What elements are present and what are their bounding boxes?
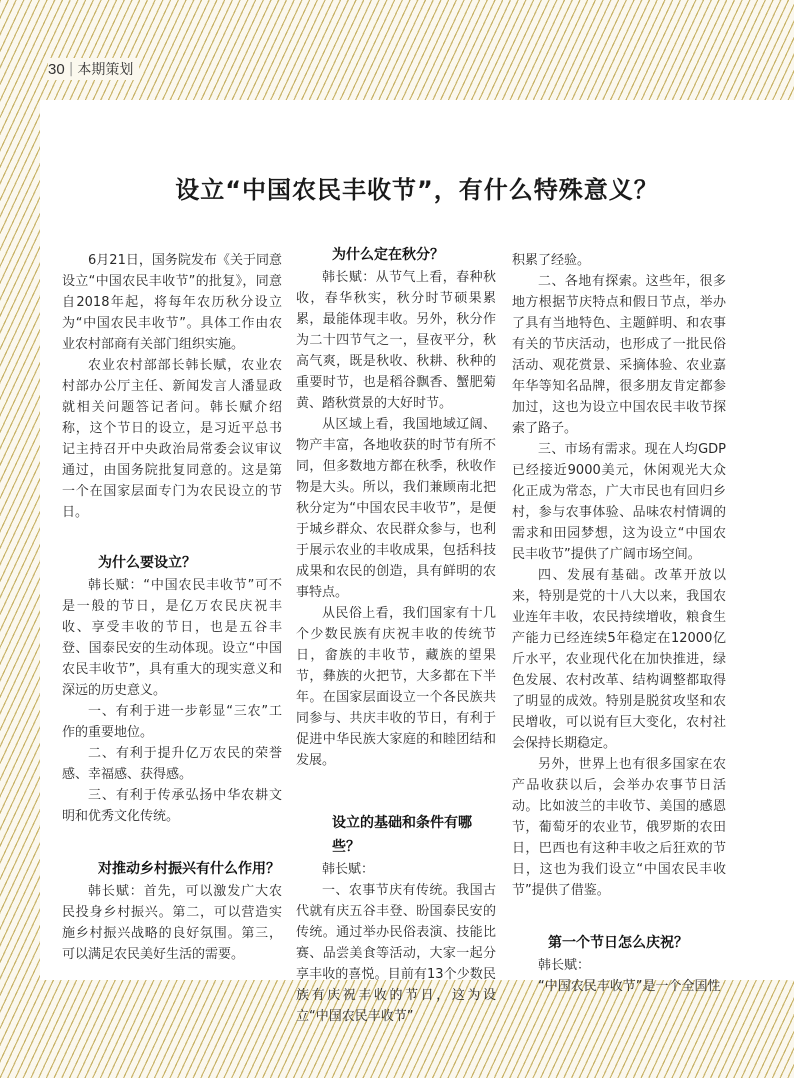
paragraph: 三、有利于传承弘扬中华农耕文明和优秀文化传统。 xyxy=(62,788,282,824)
header-separator: | xyxy=(68,61,74,77)
paragraph: 韩长赋： xyxy=(322,862,375,877)
article-title: 设立“中国农民丰收节”，有什么特殊意义？ xyxy=(175,176,659,204)
paragraph: 一、有利于进一步彰显“三农”工作的重要地位。 xyxy=(62,704,282,740)
paragraph: 韩长赋：“中国农民丰收节”可不是一般的节日，是亿万农民庆祝丰收、享受丰收的节日，也是五谷丰登、国泰民安的生动体现。设立“中国农民丰收节”，具有重大的现实意义和深远的历史意义。 xyxy=(62,578,282,698)
paragraph: 一、农事节庆有传统。我国古代就有庆五谷丰登、盼国泰民安的传统。通过举办民俗表演、技能比赛、品尝美食等活动，大家一起分享丰收的喜悦。目前有13个少数民族有庆祝丰收的节日，这为设立“中国农民丰收节” xyxy=(296,883,496,1024)
paragraph: “中国农民丰收节”是一个全国性 xyxy=(538,979,721,994)
section-heading: 设立的基础和条件有哪些？ xyxy=(332,815,472,855)
paragraph: 6月21日，国务院发布《关于同意设立“中国农民丰收节”的批复》，同意自2018年起，将每年农历秋分设立为“中国农民丰收节”。具体工作由农业农村部商有关部门组织实施。 xyxy=(62,253,282,352)
article-column-2 xyxy=(296,247,496,1027)
paragraph: 积累了经验。 xyxy=(512,253,591,268)
section-heading: 为什么要设立？ xyxy=(98,555,196,571)
section-label: 本期策划 xyxy=(77,62,134,78)
paragraph: 二、有利于提升亿万农民的荣誉感、幸福感、获得感。 xyxy=(62,746,282,782)
section-heading: 为什么定在秋分？ xyxy=(332,247,444,263)
paragraph: 三、市场有需求。现在人均GDP已经接近9000美元，休闲观光大众化正成为常态，广大市民也有回归乡村，参与农事体验、品味农村情调的需求和田园梦想，这为设立“中国农民丰收节”提供了广阔市场空间。 xyxy=(512,442,726,562)
paragraph: 韩长赋： xyxy=(538,958,591,973)
section-heading: 第一个节日怎么庆祝？ xyxy=(548,935,688,951)
paragraph: 从民俗上看，我们国家有十几个少数民族有庆祝丰收的传统节日，畲族的丰收节，藏族的望果节，彝族的火把节，大多都在下半年。在国家层面设立一个各民族共同参与、共庆丰收的节日，有利于促进中华民族大家庭的和睦团结和发展。 xyxy=(296,606,496,768)
paragraph: 另外，世界上也有很多国家在农产品收获以后，会举办农事节日活动。比如波兰的丰收节、美国的感恩节，葡萄牙的农业节，俄罗斯的农田日，巴西也有这种丰收之后狂欢的节日，这也为我们设立“中国农民丰收节”提供了借鉴。 xyxy=(512,757,726,898)
paragraph: 从区域上看，我国地域辽阔、物产丰富，各地收获的时节有所不同，但多数地方都在秋季，秋收作物是大头。所以，我们兼顾南北把秋分定为“中国农民丰收节”，是便于城乡群众、农民群众参与，也利于展示农业的丰收成果，包括科技成果和农民的创造，具有鲜明的农事特点。 xyxy=(296,417,496,600)
page-header xyxy=(48,58,139,80)
paragraph: 二、各地有探索。这些年，很多地方根据节庆特点和假日节点，举办了具有当地特色、主题鲜明、和农事有关的节庆活动，也形成了一批民俗活动、观花赏景、采摘体验、农业嘉年华等知名品牌，很多朋友肯定都参加过，这也为设立中国农民丰收节探索了路子。 xyxy=(512,274,726,436)
section-heading: 对推动乡村振兴有什么作用？ xyxy=(98,861,280,877)
paragraph: 农业农村部部长韩长赋，农业农村部办公厅主任、新闻发言人潘显政就相关问题答记者问。韩长赋介绍称，这个节日的设立，是习近平总书记主持召开中央政治局常委会议审议通过，由国务院批复同意的。这是第一个在国家层面专门为农民设立的节日。 xyxy=(62,358,282,520)
article-column-3 xyxy=(512,250,726,997)
article-column-1 xyxy=(62,250,282,965)
page-number: 30 xyxy=(48,60,65,78)
paragraph: 四、发展有基础。改革开放以来，特别是党的十八大以来，我国农业连年丰收，农民持续增收，粮食生产能力已经连续5年稳定在12000亿斤水平，农业现代化在加快推进，绿色发展、农村改革、结构调整都取得了明显的成效。特别是脱贫攻坚和农民增收，可以说有巨大变化，农村社会保持长期稳定。 xyxy=(512,568,726,751)
article-panel xyxy=(40,100,794,1024)
paragraph: 韩长赋：从节气上看，春种秋收，春华秋实，秋分时节硕果累累，最能体现丰收。另外，秋分作为二十四节气之一，昼夜平分，秋高气爽，既是秋收、秋耕、秋种的重要时节，也是稻谷飘香、蟹肥菊黄、踏秋赏景的大好时节。 xyxy=(296,270,496,411)
paragraph: 韩长赋：首先，可以激发广大农民投身乡村振兴。第二，可以营造实施乡村振兴战略的良好氛围。第三，可以满足农民美好生活的需要。 xyxy=(62,884,282,962)
